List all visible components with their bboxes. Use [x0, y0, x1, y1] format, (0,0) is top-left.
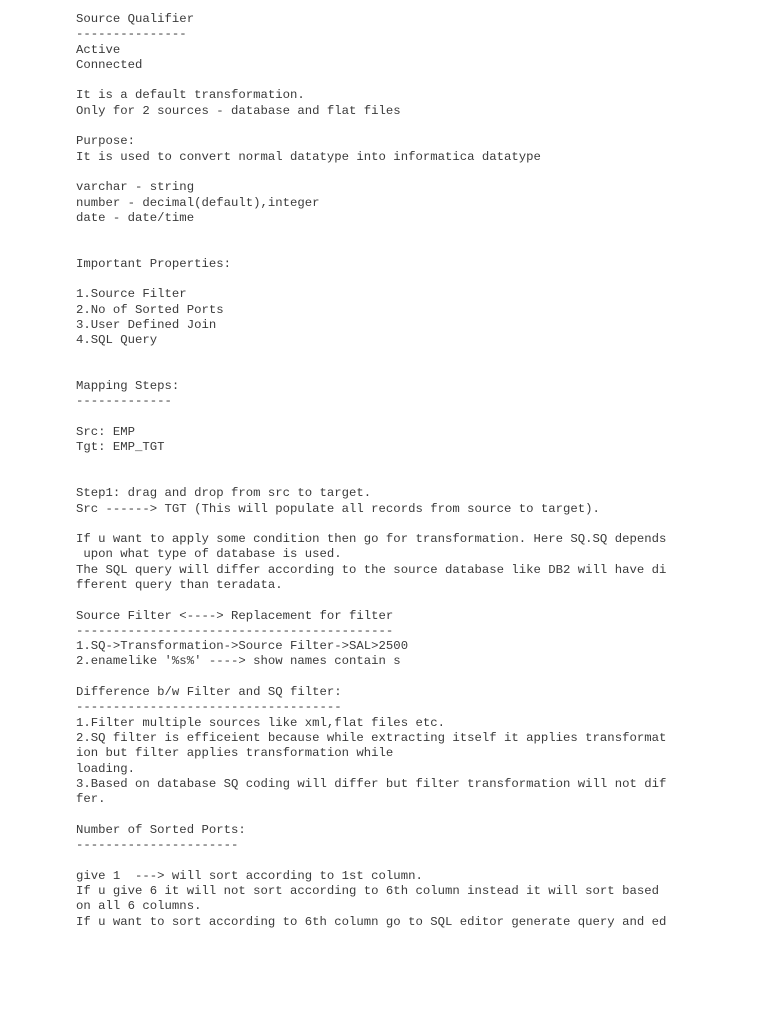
blank-line: [76, 241, 756, 256]
text-line: 4.SQL Query: [76, 333, 158, 348]
text-line: Src: EMP: [76, 425, 136, 440]
text-line: give 1 ---> will sort according to 1st column.: [76, 868, 423, 883]
text-line: -------------------------------------------: [76, 623, 394, 638]
text-line: 3.Based on database SQ coding will differ but filter transformation will not dif: [76, 776, 667, 791]
text-line: 2.No of Sorted Ports: [76, 302, 224, 317]
text-line: date - date/time: [76, 210, 195, 225]
blank-line: [76, 165, 756, 180]
text-line: loading.: [76, 761, 136, 776]
text-line: If u want to apply some condition then go for transformation. Here SQ.SQ depends: [76, 532, 667, 547]
text-line: Connected: [76, 57, 143, 72]
document-page: [76, 12, 756, 930]
text-line: Only for 2 sources - database and flat files: [76, 103, 401, 118]
text-line: ------------------------------------: [76, 700, 342, 715]
text-line: It is a default transformation.: [76, 88, 305, 103]
text-line: Source Filter <----> Replacement for filter: [76, 608, 394, 623]
text-line: The SQL query will differ according to the source database like DB2 will have di: [76, 562, 667, 577]
text-line: 1.Filter multiple sources like xml,flat files etc.: [76, 715, 445, 730]
text-line: Step1: drag and drop from src to target.: [76, 486, 372, 501]
text-line: number - decimal(default),integer: [76, 195, 320, 210]
blank-line: [76, 517, 756, 532]
blank-line: [76, 456, 756, 471]
text-line: Tgt: EMP_TGT: [76, 440, 165, 455]
text-line: -------------: [76, 394, 172, 409]
blank-line: [76, 670, 756, 685]
blank-line: [76, 364, 756, 379]
blank-line: [76, 119, 756, 134]
text-line: fer.: [76, 792, 106, 807]
text-line: Important Properties:: [76, 256, 231, 271]
blank-line: [76, 853, 756, 868]
text-line: 2.SQ filter is efficeient because while extracting itself it applies transformat: [76, 730, 667, 745]
text-line: fferent query than teradata.: [76, 577, 283, 592]
text-line: 1.SQ->Transformation->Source Filter->SAL>2500: [76, 639, 409, 654]
text-line: ----------------------: [76, 838, 239, 853]
text-line: 3.User Defined Join: [76, 317, 217, 332]
blank-line: [76, 349, 756, 364]
text-line: Src ------> TGT (This will populate all records from source to target).: [76, 501, 600, 516]
text-line: Active: [76, 42, 121, 57]
blank-line: [76, 471, 756, 486]
text-line: 1.Source Filter: [76, 287, 187, 302]
text-line: If u want to sort according to 6th column go to SQL editor generate query and ed: [76, 914, 667, 929]
text-line: 2.enamelike '%s%' ----> show names contain s: [76, 654, 401, 669]
text-line: upon what type of database is used.: [76, 547, 342, 562]
blank-line: [76, 272, 756, 287]
text-line: If u give 6 it will not sort according to 6th column instead it will sort based: [76, 883, 659, 898]
text-line: Number of Sorted Ports:: [76, 822, 246, 837]
blank-line: [76, 807, 756, 822]
text-line: Difference b/w Filter and SQ filter:: [76, 685, 342, 700]
text-line: ---------------: [76, 27, 187, 42]
blank-line: [76, 226, 756, 241]
text-line: on all 6 columns.: [76, 899, 202, 914]
blank-line: [76, 410, 756, 425]
text-line: It is used to convert normal datatype into informatica datatype: [76, 149, 541, 164]
text-line: Mapping Steps:: [76, 379, 180, 394]
text-line: Source Qualifier: [76, 12, 195, 26]
text-line: ion but filter applies transformation while: [76, 746, 394, 761]
text-line: Purpose:: [76, 134, 136, 149]
blank-line: [76, 73, 756, 88]
text-line: varchar - string: [76, 180, 195, 195]
blank-line: [76, 593, 756, 608]
